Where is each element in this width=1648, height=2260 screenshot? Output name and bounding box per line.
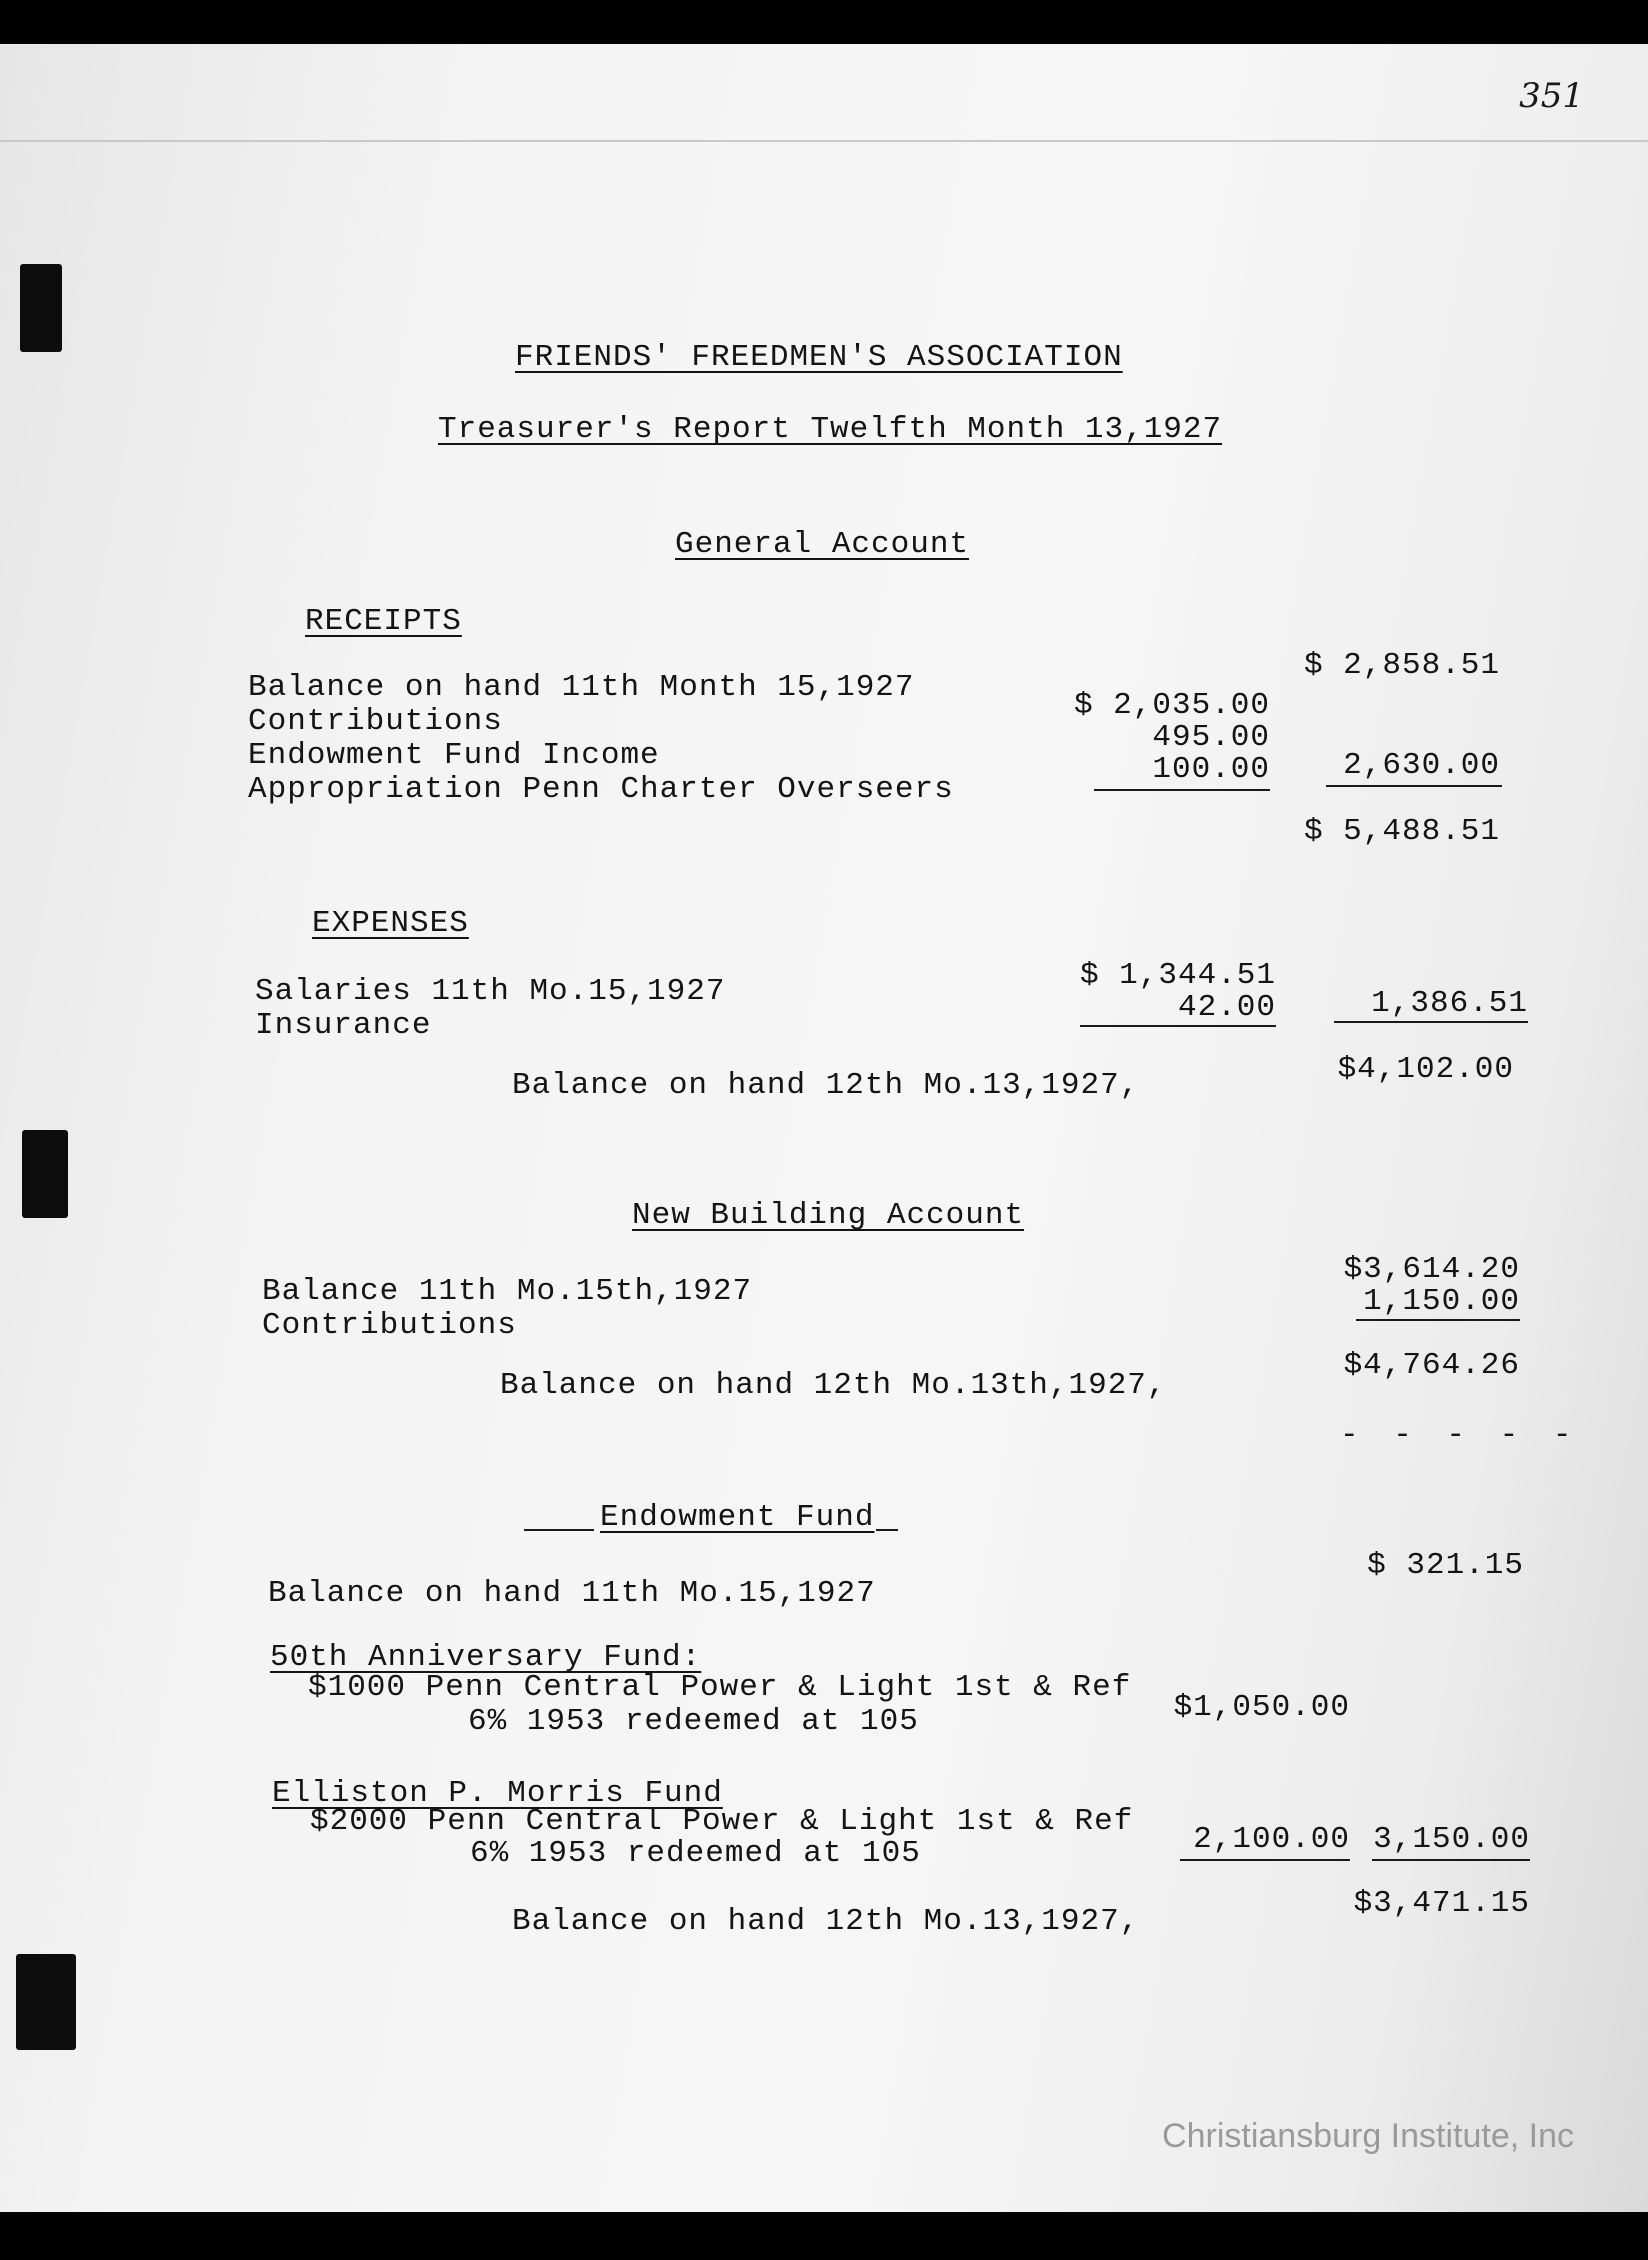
morris-fund-heading: Elliston P. Morris Fund (272, 1776, 723, 1811)
receipt-contributions-amount: $ 2,035.00 (1073, 688, 1270, 723)
receipts-heading: RECEIPTS (305, 604, 462, 639)
receipt-subtotal: 2,630.00 (1343, 748, 1500, 783)
expense-total: 1,386.51 (1371, 986, 1528, 1021)
receipt-subtotal-total-rule (1326, 785, 1502, 787)
receipt-label-endowment: Endowment Fund Income (248, 738, 660, 773)
anniversary-fund-heading: 50th Anniversary Fund: (270, 1640, 702, 1675)
endowment-closing-label: Balance on hand 12th Mo.13,1927, (512, 1904, 1140, 1939)
general-account-heading: General Account (675, 527, 970, 562)
binder-tab-top (20, 264, 62, 352)
general-closing-amount: $4,102.00 (1337, 1052, 1514, 1087)
endowment-fund-heading: Endowment Fund (600, 1500, 875, 1535)
expense-label-salaries: Salaries 11th Mo.15,1927 (255, 974, 726, 1009)
new-building-label-balance: Balance 11th Mo.15th,1927 (262, 1274, 753, 1309)
anniversary-fund-amount: $1,050.00 (1173, 1690, 1350, 1725)
archive-watermark: Christiansburg Institute, Inc (1162, 2117, 1574, 2155)
new-building-heading: New Building Account (632, 1198, 1025, 1233)
morris-fund-amount-rule (1180, 1859, 1350, 1861)
receipt-label-appropriation: Appropriation Penn Charter Overseers (248, 772, 954, 807)
binder-tab-bottom (16, 1954, 76, 2050)
endowment-closing-amount: $3,471.15 (1353, 1886, 1530, 1921)
expenses-heading: EXPENSES (312, 906, 469, 941)
receipt-appropriation-amount: 100.00 (1152, 752, 1270, 787)
new-building-closing-label: Balance on hand 12th Mo.13th,1927, (500, 1368, 1167, 1403)
endowment-funds-subtotal: 3,150.00 (1373, 1822, 1530, 1857)
new-building-closing-amount: $4,764.26 (1343, 1348, 1520, 1383)
report-title: Treasurer's Report Twelfth Month 13,1927 (438, 412, 1223, 447)
receipt-endowment-amount: 495.00 (1152, 720, 1270, 755)
endowment-heading-leading-rule (524, 1529, 594, 1531)
expense-salaries-amount: $ 1,344.51 (1079, 958, 1276, 993)
endowment-funds-subtotal-rule (1372, 1859, 1530, 1861)
general-closing-label: Balance on hand 12th Mo.13,1927, (512, 1068, 1140, 1103)
new-building-balance-amount: $3,614.20 (1343, 1252, 1520, 1287)
binder-tab-middle (22, 1130, 68, 1218)
new-building-label-contributions: Contributions (262, 1308, 517, 1343)
expense-label-insurance: Insurance (255, 1008, 432, 1043)
morris-fund-line-2: 6% 1953 redeemed at 105 (470, 1836, 921, 1871)
expense-total-rule (1334, 1021, 1528, 1023)
receipt-subtotal-rule (1094, 789, 1270, 791)
anniversary-fund-line-1: $1000 Penn Central Power & Light 1st & Ref (308, 1670, 1132, 1705)
endowment-opening-amount: $ 321.15 (1367, 1548, 1524, 1583)
endowment-heading-trailing-rule (876, 1529, 898, 1531)
document-page (0, 44, 1648, 2212)
top-fold-line (0, 140, 1648, 142)
page-number: 351 (1519, 76, 1584, 116)
new-building-total-rule (1356, 1319, 1520, 1321)
receipt-label-contributions: Contributions (248, 704, 503, 739)
new-building-contributions-amount: 1,150.00 (1363, 1284, 1520, 1319)
anniversary-fund-line-2: 6% 1953 redeemed at 105 (468, 1704, 919, 1739)
org-title: FRIENDS' FREEDMEN'S ASSOCIATION (515, 340, 1123, 375)
morris-fund-line-1: $2000 Penn Central Power & Light 1st & Ref (310, 1804, 1134, 1839)
receipt-label-balance: Balance on hand 11th Month 15,1927 (248, 670, 915, 705)
expense-subtotal-rule (1080, 1025, 1276, 1027)
morris-fund-amount: 2,100.00 (1193, 1822, 1350, 1857)
expense-insurance-amount: 42.00 (1177, 990, 1276, 1025)
endowment-opening-label: Balance on hand 11th Mo.15,1927 (268, 1576, 876, 1611)
section-separator-dashes: - - - - - (1340, 1418, 1580, 1453)
receipt-total: $ 5,488.51 (1303, 814, 1500, 849)
receipt-balance-amount: $ 2,858.51 (1303, 648, 1500, 683)
